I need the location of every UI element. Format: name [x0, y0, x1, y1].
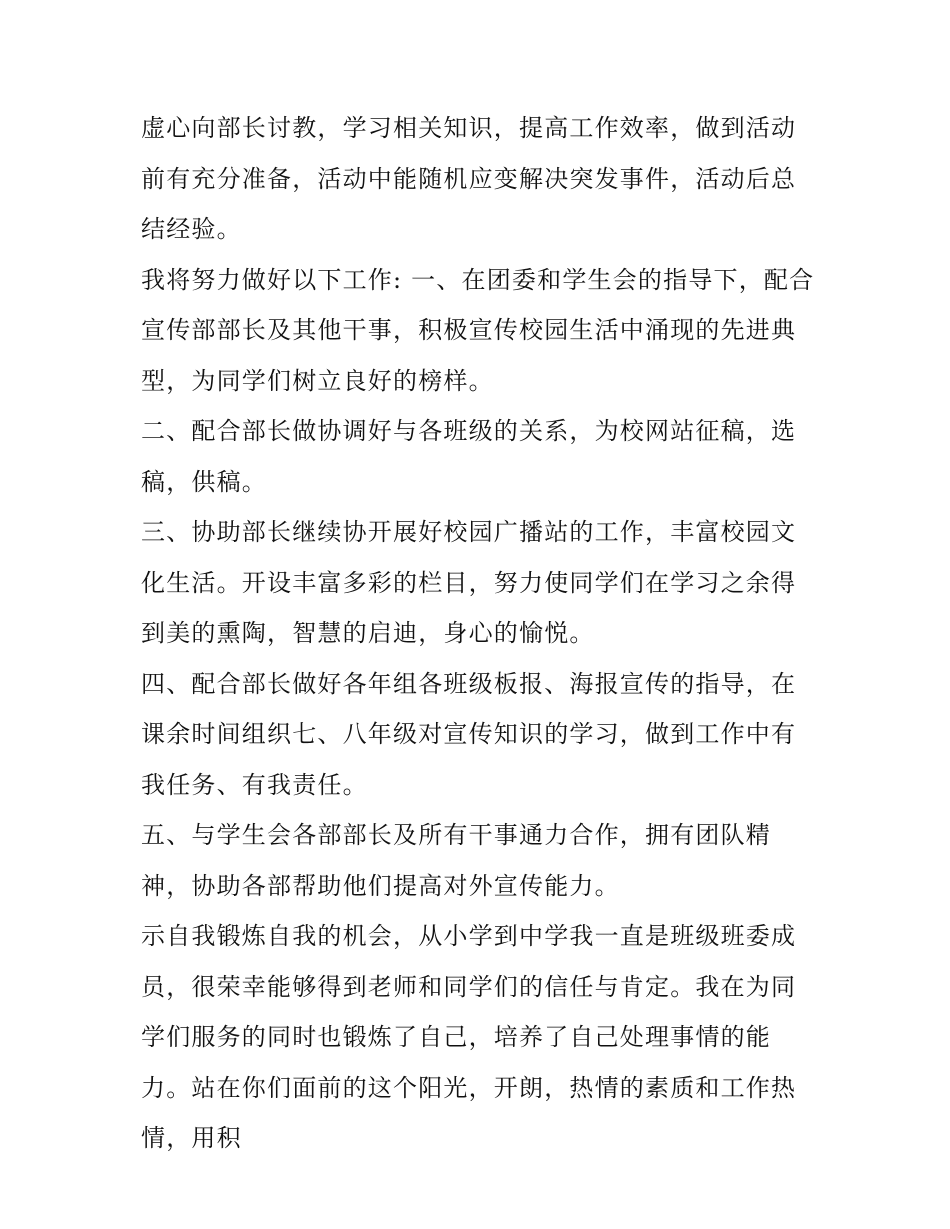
paragraph-3: 二、配合部长做协调好与各班级的关系，为校网站征稿，选稿，供稿。 — [141, 417, 797, 496]
paragraph-2: 我将努力做好以下工作: 一、在团委和学生会的指导下，配合宣传部部长及其他干事，积极宣传校园生活中涌现的先进典型，为同学们树立良好的榜样。 — [141, 265, 815, 395]
paragraph-6: 五、与学生会各部部长及所有干事通力合作，拥有团队精神，协助各部帮助他们提高对外宣传能力。 — [141, 821, 771, 900]
paragraph-4: 三、协助部长继续协开展好校园广播站的工作，丰富校园文化生活。开设丰富多彩的栏目，努力使同学们在学习之余得到美的熏陶，智慧的启迪，身心的愉悦。 — [141, 518, 797, 647]
paragraph-1: 虚心向部长讨教，学习相关知识，提高工作效率，做到活动前有充分准备，活动中能随机应变解决突发事件，活动后总结经验。 — [141, 114, 797, 243]
paragraph-7: 示自我锻炼自我的机会，从小学到中学我一直是班级班委成员，很荣幸能够得到老师和同学们的信任与肯定。我在为同学们服务的同时也锻炼了自己，培养了自己处理事情的能力。站在你们面前的这个阳光，开朗，热情的素质和工作热情，用积 — [141, 922, 797, 1152]
paragraph-5: 四、配合部长做好各年组各班级板报、海报宣传的指导，在课余时间组织七、八年级对宣传知识的学习，做到工作中有我任务、有我责任。 — [141, 669, 797, 799]
document-body — [141, 103, 821, 1164]
